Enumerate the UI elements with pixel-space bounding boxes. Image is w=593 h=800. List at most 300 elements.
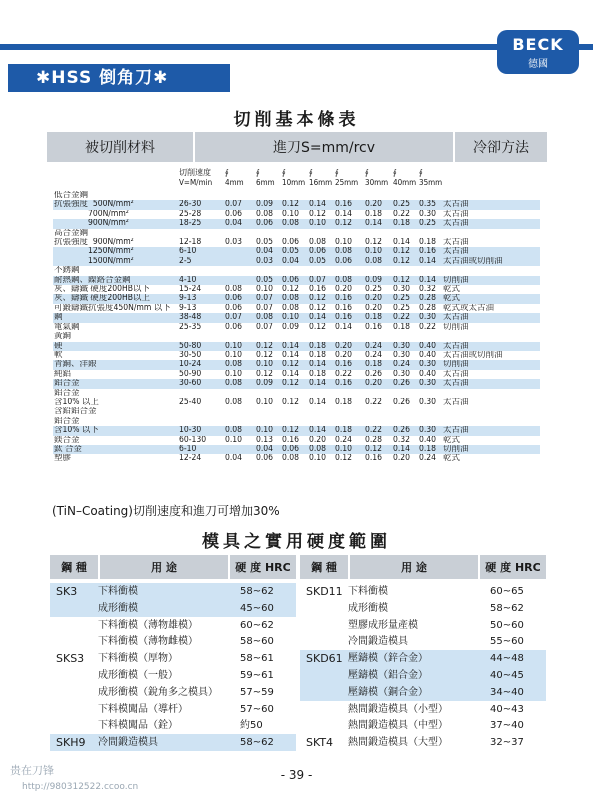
- hardness-row-left: [50, 650, 296, 667]
- feed-cell: 0.07: [256, 322, 274, 332]
- size-label: 30mm: [365, 178, 389, 187]
- feed-cell: 0.40: [418, 342, 442, 351]
- diameter-icon: ∮: [335, 168, 339, 177]
- cutting-row: [53, 285, 540, 294]
- cutting-row: [53, 238, 540, 247]
- size-header-cell: [364, 168, 392, 191]
- material-cell: 軟: [54, 350, 63, 360]
- feed-cell: [418, 417, 442, 426]
- feed-cell: [392, 389, 418, 398]
- hrc-cell: 32~37: [490, 737, 524, 749]
- feed-cell: [364, 389, 392, 398]
- feed-cell: [364, 407, 392, 416]
- material-cell: 鋁合金: [54, 388, 80, 398]
- feed-cell: 0.14: [308, 426, 334, 435]
- hardness-row-left: [50, 583, 296, 600]
- feed-cell: 0.28: [365, 435, 383, 445]
- feed-cell: [281, 417, 308, 426]
- hrc-cell: 約50: [240, 720, 263, 732]
- hardness-table-title: 模具之實用硬度範圍: [202, 532, 391, 552]
- feed-cell: 0.10: [309, 454, 327, 464]
- feed-cell: 0.32: [393, 435, 411, 445]
- feed-cell: 0.28: [419, 303, 437, 313]
- material-cell: 青銅、洋銀: [53, 360, 178, 369]
- logo-brand-text: BECK: [512, 35, 564, 54]
- feed-cell: 0.10: [255, 360, 281, 369]
- feed-cell: 0.07: [308, 276, 334, 285]
- feed-cell: [418, 266, 442, 275]
- feed-cell: 0.14: [335, 209, 353, 219]
- feed-cell: 0.14: [281, 342, 308, 351]
- feed-cell: 0.05: [308, 257, 334, 266]
- feed-cell: 0.30: [418, 360, 442, 369]
- feed-cell: 0.09: [364, 276, 392, 285]
- feed-cell: [281, 229, 308, 238]
- feed-cell: 0.08: [334, 276, 364, 285]
- feed-cell: [255, 229, 281, 238]
- feed-cell: [224, 276, 255, 285]
- cutting-row: [53, 445, 540, 454]
- feed-cell: [224, 191, 255, 200]
- cutting-row: [53, 266, 540, 275]
- feed-cell: 0.10: [308, 219, 334, 228]
- cooling-cell: [442, 191, 540, 200]
- feed-cell: 0.10: [282, 209, 300, 219]
- feed-cell: 0.04: [225, 454, 243, 464]
- feed-cell: 0.14: [418, 257, 442, 266]
- hrc-cell: 50~60: [490, 619, 524, 631]
- material-cell: 鈦 合金: [53, 445, 178, 454]
- cutting-row: [53, 454, 540, 463]
- feed-cell: 0.08: [309, 238, 327, 248]
- hardness-row-left: [50, 684, 296, 701]
- hrc-cell: 57~60: [240, 703, 274, 715]
- feed-cell: [255, 389, 281, 398]
- feed-cell: 0.08: [282, 454, 300, 464]
- feed-cell: 0.14: [364, 219, 392, 228]
- feed-cell: 0.14: [309, 397, 327, 407]
- hardness-row-right: [300, 617, 546, 634]
- feed-cell: 0.04: [224, 219, 255, 228]
- use-cell: 下料衝模: [98, 586, 138, 597]
- brand-logo: [497, 30, 579, 74]
- speed-cell: 6-10: [178, 247, 224, 256]
- feed-cell: [255, 332, 281, 341]
- cutting-row: [53, 398, 540, 407]
- material-cell: 灰、鑄鐵 硬度200HB以上: [53, 294, 178, 303]
- feed-cell: 0.30: [393, 285, 411, 295]
- feed-cell: 0.18: [334, 426, 364, 435]
- feed-cell: 0.20: [365, 303, 383, 313]
- feed-cell: 0.05: [255, 276, 281, 285]
- feed-cell: 0.22: [392, 313, 418, 322]
- feed-cell: 0.16: [282, 435, 300, 445]
- speed-cell: 2-5: [178, 257, 224, 266]
- feed-cell: [281, 191, 308, 200]
- speed-label: 切削速度: [179, 168, 211, 177]
- feed-cell: [334, 266, 364, 275]
- cooling-cell: 太古油: [442, 379, 540, 388]
- material-cell: 抗張強度 500N/mm²: [53, 200, 178, 209]
- use-cell: 下料模闖品（銓）: [98, 720, 178, 732]
- feed-cell: 0.14: [282, 369, 300, 379]
- feed-cell: 0.18: [309, 350, 327, 360]
- size-header-cell: [334, 168, 364, 191]
- speed-cell: 6-10: [178, 445, 224, 454]
- cutting-row: [53, 294, 540, 303]
- speed-cell: 25-40: [179, 397, 202, 407]
- feed-cell: 0.16: [334, 379, 364, 388]
- feed-cell: [392, 332, 418, 341]
- cooling-cell: 太古油: [442, 200, 540, 209]
- cooling-cell: 太古油: [443, 209, 469, 219]
- feed-cell: 0.03: [225, 238, 243, 248]
- page-number: - 39 -: [280, 768, 313, 782]
- feed-cell: 0.10: [225, 350, 243, 360]
- steel-grade-label: SKD11: [306, 585, 343, 598]
- feed-cell: 0.18: [364, 360, 392, 369]
- col-cooling: 冷卻方法: [473, 140, 529, 156]
- hardness-header-left: [50, 555, 296, 579]
- feed-cell: 0.06: [225, 322, 243, 332]
- cutting-row: [53, 436, 540, 445]
- feed-cell: 0.25: [392, 294, 418, 303]
- feed-cell: [334, 389, 364, 398]
- cutting-row: [53, 304, 540, 313]
- feed-cell: 0.08: [255, 313, 281, 322]
- use-cell: 塑膠成形量產模: [348, 619, 418, 631]
- cooling-cell: [442, 407, 540, 416]
- feed-cell: 0.10: [256, 285, 274, 295]
- material-cell: 含10% 以上: [54, 397, 99, 407]
- speed-cell: 38-48: [178, 313, 224, 322]
- feed-cell: 0.12: [281, 379, 308, 388]
- diameter-icon: ∮: [256, 168, 260, 177]
- feed-cell: 0.06: [334, 257, 364, 266]
- feed-cell: 0.12: [282, 397, 300, 407]
- material-cell: 1500N/mm²: [53, 257, 178, 266]
- feed-cell: [224, 266, 255, 275]
- page-title: ✱HSS 倒角刀✱: [8, 64, 230, 92]
- feed-cell: [392, 417, 418, 426]
- cooling-cell: 太古油或切削油: [443, 350, 503, 360]
- cooling-cell: [442, 417, 540, 426]
- hrc-cell: 55~60: [490, 636, 524, 648]
- size-label: 4mm: [225, 178, 244, 187]
- cutting-row: [53, 370, 540, 379]
- material-cell: 900N/mm²: [53, 219, 178, 228]
- feed-cell: 0.06: [308, 247, 334, 256]
- cooling-cell: [442, 332, 540, 341]
- speed-cell: [178, 266, 224, 275]
- feed-cell: 0.25: [365, 285, 383, 295]
- use-cell: 冷間鍛造模具: [348, 636, 408, 648]
- head-hrc: 硬 度 HRC: [235, 561, 291, 574]
- feed-cell: 0.16: [335, 303, 353, 313]
- feed-cell: 0.12: [256, 350, 274, 360]
- feed-cell: 0.26: [393, 397, 411, 407]
- use-cell: 熱間鍛造模具（小型）: [348, 703, 448, 715]
- feed-cell: 0.14: [393, 238, 411, 248]
- hrc-cell: 58~61: [240, 653, 274, 665]
- material-cell: 鋁合金: [53, 379, 178, 388]
- material-cell: 灰、鑄鐵 硬度200HB以下: [54, 285, 151, 295]
- material-cell: 黃銅: [54, 332, 72, 342]
- feed-cell: 0.12: [256, 369, 274, 379]
- feed-cell: [308, 332, 334, 341]
- feed-cell: 0.08: [308, 445, 334, 454]
- feed-cell: 0.26: [392, 379, 418, 388]
- feed-cell: 0.25: [418, 219, 442, 228]
- logo-cn-text: 德國: [528, 59, 548, 70]
- hardness-row-right: [300, 717, 546, 734]
- use-cell: 下料模闖品（導杆）: [98, 703, 188, 715]
- feed-cell: 0.30: [418, 426, 442, 435]
- feed-cell: [364, 266, 392, 275]
- feed-cell: [281, 332, 308, 341]
- cutting-row: [53, 191, 540, 200]
- feed-cell: 0.20: [364, 379, 392, 388]
- use-cell: 壓鑄模（鋁合金）: [348, 670, 428, 681]
- speed-cell: [178, 332, 224, 341]
- speed-cell: 15-24: [179, 285, 202, 295]
- use-cell: 熱間鍛造模具（中型）: [348, 720, 448, 732]
- feed-cell: 0.12: [281, 426, 308, 435]
- feed-cell: 0.26: [365, 369, 383, 379]
- size-label: 25mm: [335, 178, 359, 187]
- hardness-row-right: [300, 684, 546, 701]
- cooling-cell: 切削油: [443, 322, 469, 332]
- use-cell: 下料衝模（薄物雄模）: [98, 619, 198, 631]
- hrc-cell: 45~60: [240, 602, 274, 614]
- feed-cell: 0.12: [364, 445, 392, 454]
- feed-cell: 0.12: [255, 342, 281, 351]
- cooling-header-cell: [442, 168, 540, 191]
- feed-cell: [281, 266, 308, 275]
- feed-cell: 0.14: [308, 313, 334, 322]
- feed-cell: 0.20: [309, 435, 327, 445]
- feed-cell: 0.08: [225, 397, 243, 407]
- hrc-cell: 34~40: [490, 686, 524, 698]
- size-header-cell: [308, 168, 334, 191]
- cooling-cell: [442, 229, 540, 238]
- material-cell: 電氣鋼: [54, 322, 80, 332]
- steel-grade-label: SKD61: [306, 652, 343, 666]
- cutting-table: [53, 168, 540, 464]
- cooling-cell: 乾式: [443, 454, 461, 464]
- feed-cell: 0.18: [335, 397, 353, 407]
- col-material: 被切削材料: [47, 132, 195, 162]
- feed-cell: 0.06: [256, 454, 274, 464]
- cutting-row: [53, 200, 540, 209]
- feed-cell: [364, 417, 392, 426]
- material-cell: 硬: [53, 342, 178, 351]
- material-cell: 低合金鋼: [54, 191, 89, 200]
- hardness-row-right: [300, 600, 546, 617]
- feed-cell: [308, 407, 334, 416]
- material-cell: 高合金鋼: [54, 228, 89, 238]
- speed-cell: [178, 229, 224, 238]
- diameter-icon: ∮: [282, 168, 286, 177]
- feed-cell: 0.30: [418, 313, 442, 322]
- feed-cell: 0.12: [392, 276, 418, 285]
- feed-cell: 0.14: [392, 445, 418, 454]
- feed-cell: [255, 191, 281, 200]
- cooling-cell: 太古油: [442, 313, 540, 322]
- feed-cell: 0.10: [335, 238, 353, 248]
- cutting-row: [53, 389, 540, 398]
- size-label: 10mm: [282, 178, 306, 187]
- feed-cell: [224, 257, 255, 266]
- hardness-row-left: [50, 633, 296, 650]
- use-cell: 下料衝模（薄物雌模）: [98, 636, 198, 648]
- material-cell: 純鋁: [54, 369, 72, 379]
- hrc-cell: 58~62: [490, 602, 524, 614]
- feed-cell: 0.20: [364, 294, 392, 303]
- feed-cell: 0.04: [255, 247, 281, 256]
- speed-cell: 25-28: [179, 209, 202, 219]
- use-cell: 熱間鍛造模具（大型）: [348, 737, 448, 749]
- speed-cell: 10-24: [178, 360, 224, 369]
- size-header-cell: [255, 168, 281, 191]
- feed-cell: 0.16: [365, 454, 383, 464]
- feed-cell: 0.14: [282, 350, 300, 360]
- cutting-row: [53, 379, 540, 388]
- feed-cell: 0.12: [309, 322, 327, 332]
- cutting-row: [53, 210, 540, 219]
- feed-cell: 0.16: [334, 360, 364, 369]
- feed-cell: 0.14: [308, 200, 334, 209]
- cooling-cell: 太古油: [443, 238, 469, 248]
- feed-cell: 0.10: [281, 313, 308, 322]
- feed-cell: [392, 191, 418, 200]
- hrc-cell: 60~65: [490, 586, 524, 597]
- feed-cell: 0.06: [281, 445, 308, 454]
- speed-unit-label: V=M/min: [179, 178, 213, 187]
- cutting-table-header: [47, 132, 547, 162]
- cooling-cell: 太古油: [442, 426, 540, 435]
- feed-cell: 0.25: [392, 200, 418, 209]
- cutting-row: [53, 323, 540, 332]
- speed-cell: [178, 389, 224, 398]
- feed-cell: [224, 389, 255, 398]
- feed-cell: 0.40: [419, 435, 437, 445]
- feed-cell: 0.08: [334, 247, 364, 256]
- material-header-cell: [53, 168, 178, 191]
- hardness-row-left: [50, 717, 296, 734]
- feed-cell: 0.30: [418, 379, 442, 388]
- feed-cell: [392, 266, 418, 275]
- speed-cell: 30-50: [179, 350, 202, 360]
- feed-cell: 0.24: [335, 435, 353, 445]
- feed-cell: 0.12: [365, 238, 383, 248]
- cooling-cell: 太古油: [442, 342, 540, 351]
- feed-cell: 0.07: [255, 294, 281, 303]
- feed-cell: 0.30: [393, 350, 411, 360]
- feed-cell: [224, 445, 255, 454]
- cooling-cell: 太古油: [442, 219, 540, 228]
- feed-cell: 0.07: [256, 303, 274, 313]
- feed-cell: 0.05: [281, 247, 308, 256]
- material-cell: 鎂合金: [54, 435, 80, 445]
- feed-cell: [255, 417, 281, 426]
- feed-cell: 0.16: [334, 200, 364, 209]
- material-cell: 抗張強度 900N/mm²: [54, 238, 134, 248]
- feed-cell: 0.12: [282, 285, 300, 295]
- cutting-row: [53, 229, 540, 238]
- hardness-row-right: [300, 734, 546, 751]
- cutting-row: [53, 417, 540, 426]
- feed-cell: 0.09: [255, 379, 281, 388]
- feed-cell: [255, 266, 281, 275]
- feed-cell: 0.24: [365, 350, 383, 360]
- feed-cell: 0.22: [335, 369, 353, 379]
- size-label: 16mm: [309, 178, 333, 187]
- feed-cell: 0.08: [225, 285, 243, 295]
- cooling-cell: 乾式: [443, 285, 461, 295]
- cutting-row: [53, 276, 540, 285]
- material-cell: 含鉛鋁合金: [54, 407, 97, 417]
- material-cell: 鋼: [53, 313, 178, 322]
- cutting-row: [53, 257, 540, 266]
- diameter-icon: ∮: [365, 168, 369, 177]
- feed-cell: 0.22: [364, 426, 392, 435]
- material-cell: 1250N/mm²: [53, 247, 178, 256]
- diameter-icon: ∮: [419, 168, 423, 177]
- feed-cell: 0.03: [255, 257, 281, 266]
- feed-cell: 0.04: [281, 257, 308, 266]
- feed-cell: 0.06: [255, 219, 281, 228]
- feed-cell: [334, 191, 364, 200]
- feed-cell: [334, 229, 364, 238]
- feed-cell: 0.14: [308, 360, 334, 369]
- feed-cell: 0.20: [364, 200, 392, 209]
- speed-header-cell: [178, 168, 224, 191]
- head-hrc-right: 硬 度 HRC: [485, 561, 541, 574]
- watermark-text: 贵在刀锋: [10, 764, 54, 777]
- feed-cell: [224, 417, 255, 426]
- feed-cell: 0.16: [334, 313, 364, 322]
- hardness-row-right: [300, 667, 546, 684]
- feed-cell: 0.25: [393, 303, 411, 313]
- feed-cell: 0.06: [281, 276, 308, 285]
- head-steel-right: 鋼 種: [300, 555, 350, 579]
- cutting-row: [53, 360, 540, 369]
- size-header-cell: [224, 168, 255, 191]
- feed-cell: [334, 332, 364, 341]
- feed-cell: [364, 229, 392, 238]
- watermark-url: http://980312522.ccoo.cn: [22, 782, 139, 792]
- feed-cell: [418, 229, 442, 238]
- feed-cell: 0.16: [365, 322, 383, 332]
- hrc-cell: 58~62: [240, 737, 274, 749]
- hardness-table: [50, 555, 546, 749]
- material-cell: 700N/mm²: [54, 209, 129, 219]
- speed-cell: 25-35: [179, 322, 202, 332]
- feed-cell: 0.10: [255, 426, 281, 435]
- feed-cell: 0.06: [224, 294, 255, 303]
- feed-cell: 0.12: [281, 360, 308, 369]
- feed-cell: 0.18: [392, 219, 418, 228]
- steel-grade-label: SKH9: [56, 736, 86, 750]
- use-cell: 下料衝模: [348, 586, 388, 597]
- feed-cell: 0.06: [225, 209, 243, 219]
- feed-cell: 0.30: [419, 209, 437, 219]
- speed-cell: 12-24: [179, 454, 202, 464]
- hardness-row-right: [300, 633, 546, 650]
- feed-cell: 0.13: [256, 435, 274, 445]
- feed-cell: 0.22: [419, 322, 437, 332]
